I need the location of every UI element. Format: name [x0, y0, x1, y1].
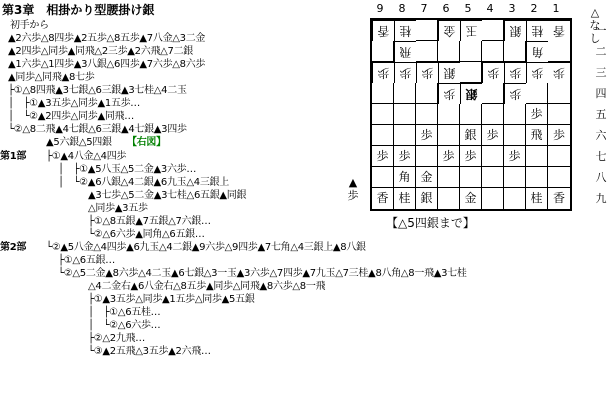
board-square [548, 167, 570, 188]
gote-hand: △ な し [589, 6, 601, 45]
board-square [438, 41, 460, 62]
board-piece: 歩 [482, 125, 504, 146]
board-square [526, 167, 548, 188]
move-line: ├①▲4八金△4四歩 [46, 151, 127, 162]
move-line: ▲2六歩△8四歩▲2五歩△8五歩▲7八金△3二金 [8, 33, 206, 44]
board-piece: 香 [372, 20, 394, 41]
board-square [438, 188, 460, 209]
board-piece: 桂 [394, 20, 416, 41]
board-piece: 歩 [482, 62, 504, 83]
board-piece: 銀 [460, 83, 482, 104]
move-line: ├①△8四飛▲3七銀△6三銀▲3七桂△4二玉 [8, 85, 187, 96]
board-piece: 歩 [372, 146, 394, 167]
board-piece: 金 [460, 188, 482, 209]
file-label: 5 [464, 2, 472, 15]
move-line: 第1部 [0, 151, 27, 162]
move-line: ▲3七歩△5二金▲3七桂△6五銀▲同銀 [88, 190, 247, 201]
board-square [504, 41, 526, 62]
rank-label: 七 [595, 150, 607, 163]
move-line: │ └②▲2四歩△同歩▲同飛… [8, 111, 134, 122]
shogi-board-diagram [342, 0, 607, 260]
rank-label: 三 [595, 66, 607, 79]
board-piece: 香 [552, 191, 565, 205]
board-piece: 玉 [460, 20, 482, 41]
board-piece: 歩 [394, 146, 416, 167]
board-piece: 桂 [394, 188, 416, 209]
move-line: ├①▲3五歩△同歩▲1五歩△同歩▲5五銀 [88, 294, 255, 305]
board-piece: 香 [548, 20, 570, 41]
move-line: 初手から [10, 20, 49, 31]
file-label: 9 [376, 2, 384, 15]
board-square [372, 104, 394, 125]
board-square [438, 125, 460, 146]
board-piece: 金 [438, 20, 460, 41]
board-piece: 歩 [526, 104, 548, 125]
board-piece: 歩 [548, 125, 570, 146]
move-line: ├①△6五銀… [58, 255, 115, 266]
rank-label: 八 [595, 171, 607, 184]
move-line: ▲5六銀△5四銀 [46, 137, 112, 148]
board-piece: 歩 [394, 62, 416, 83]
figure-reference-label: 【右図】 [127, 137, 166, 148]
board-square [504, 167, 526, 188]
board-square [416, 146, 438, 167]
board-piece: 香 [372, 188, 394, 209]
board-piece: 歩 [416, 125, 438, 146]
board-piece: 銀 [438, 62, 460, 83]
file-label: 7 [420, 2, 428, 15]
move-line: │ ├①△6五桂… [88, 307, 161, 318]
board-square [548, 83, 570, 104]
board-piece: 歩 [460, 146, 482, 167]
board-piece: 銀 [416, 188, 438, 209]
move-line: │ └②△6六歩… [88, 320, 161, 331]
rank-label: 一 [595, 24, 607, 37]
rank-label: 五 [595, 108, 607, 121]
board-piece: 歩 [548, 62, 570, 83]
board-square [548, 104, 570, 125]
board-square [416, 20, 438, 41]
board-square [482, 167, 504, 188]
board-square [548, 146, 570, 167]
move-line: ▲1六歩△1四歩▲3八銀△6四歩▲7六歩△8六歩 [8, 59, 206, 70]
file-label: 1 [552, 2, 560, 15]
board-square [526, 146, 548, 167]
board-piece: 銀 [460, 125, 482, 146]
move-line: └②▲5八金△4四歩▲6九玉△4二銀▲9六歩△9四歩▲7七角△4三銀上▲8八銀 [46, 242, 366, 253]
move-line: │ ├①▲5八玉△5二金▲3六歩… [58, 164, 197, 175]
board-square [482, 146, 504, 167]
board-square [460, 41, 482, 62]
board-piece: 歩 [504, 62, 526, 83]
move-line: ├②△2九飛… [88, 333, 145, 344]
board-piece: 飛 [526, 125, 548, 146]
board-square [460, 62, 482, 83]
rank-label: 九 [595, 192, 607, 205]
board-square [482, 20, 504, 41]
board-square [460, 167, 482, 188]
board-piece: 歩 [372, 62, 394, 83]
move-line: └②△8二飛▲4七銀△6三銀▲4七銀▲3四歩 [8, 124, 187, 135]
board-piece: 歩 [504, 83, 526, 104]
board-piece: 角 [394, 167, 416, 188]
file-label: 2 [530, 2, 538, 15]
file-label: 3 [508, 2, 516, 15]
board-square [394, 125, 416, 146]
board-square [438, 104, 460, 125]
move-line: 第2部 [0, 242, 27, 253]
file-label: 8 [398, 2, 406, 15]
board-piece: 歩 [526, 62, 548, 83]
move-line: △同歩▲3五歩 [88, 203, 148, 214]
board-square [394, 104, 416, 125]
sente-hand: ▲ 歩 [347, 176, 359, 202]
rank-label: 六 [595, 129, 607, 142]
board-piece: 飛 [394, 41, 416, 62]
board-piece: 桂 [526, 20, 548, 41]
rank-label: 四 [595, 87, 607, 100]
board-piece: 桂 [526, 188, 548, 209]
board-piece: 金 [416, 167, 438, 188]
file-labels [369, 2, 589, 16]
board-piece: 歩 [416, 62, 438, 83]
board-square [548, 41, 570, 62]
chapter-title: 第3章 相掛かり型腰掛け銀 [2, 3, 155, 17]
move-line: └②△6六歩▲同角△6五銀… [88, 229, 205, 240]
board-square [394, 83, 416, 104]
board-piece: 銀 [504, 20, 526, 41]
move-line: └②△5二金▲8六歩△4二玉▲6七銀△3一玉▲3六歩△7四歩▲7九玉△7三桂▲8八角△8一飛▲3七桂 [58, 268, 467, 279]
rank-label: 二 [595, 45, 607, 58]
move-line: △4二金右▲6八金右△8五歩▲同歩△同飛▲8六歩△8一飛 [88, 281, 326, 292]
board-square [416, 104, 438, 125]
board-square [482, 83, 504, 104]
board-piece: 歩 [438, 83, 460, 104]
move-line: ├①△8五銀▲7五銀△7六銀… [88, 216, 211, 227]
board-square [438, 167, 460, 188]
file-label: 4 [486, 2, 494, 15]
board-square [372, 83, 394, 104]
move-line: └③▲2五飛△3五歩▲2六飛… [88, 346, 211, 357]
board-square [416, 83, 438, 104]
board-square [416, 41, 438, 62]
board-piece: 歩 [504, 146, 526, 167]
move-line: ▲同歩△同飛▲8七歩 [8, 72, 95, 83]
board-square [372, 41, 394, 62]
board-square [504, 125, 526, 146]
board-square [504, 104, 526, 125]
move-line: ▲2四歩△同歩▲同飛△2三歩▲2六飛△7二銀 [8, 46, 193, 57]
board-square [460, 104, 482, 125]
board-square [504, 188, 526, 209]
board-square [372, 167, 394, 188]
board-piece: 角 [526, 41, 548, 62]
move-line: │ └②▲6八銀△4二銀▲6九玉△4三銀上 [58, 177, 229, 188]
board-caption: 【△5四銀まで】 [386, 216, 475, 230]
file-label: 6 [442, 2, 450, 15]
board-square [482, 188, 504, 209]
board-piece: 歩 [438, 146, 460, 167]
board-grid [370, 18, 572, 211]
board-square [372, 125, 394, 146]
move-line: │ ├①▲3五歩△同歩▲1五歩… [8, 98, 141, 109]
board-square [526, 83, 548, 104]
board-square [482, 41, 504, 62]
board-square [482, 104, 504, 125]
